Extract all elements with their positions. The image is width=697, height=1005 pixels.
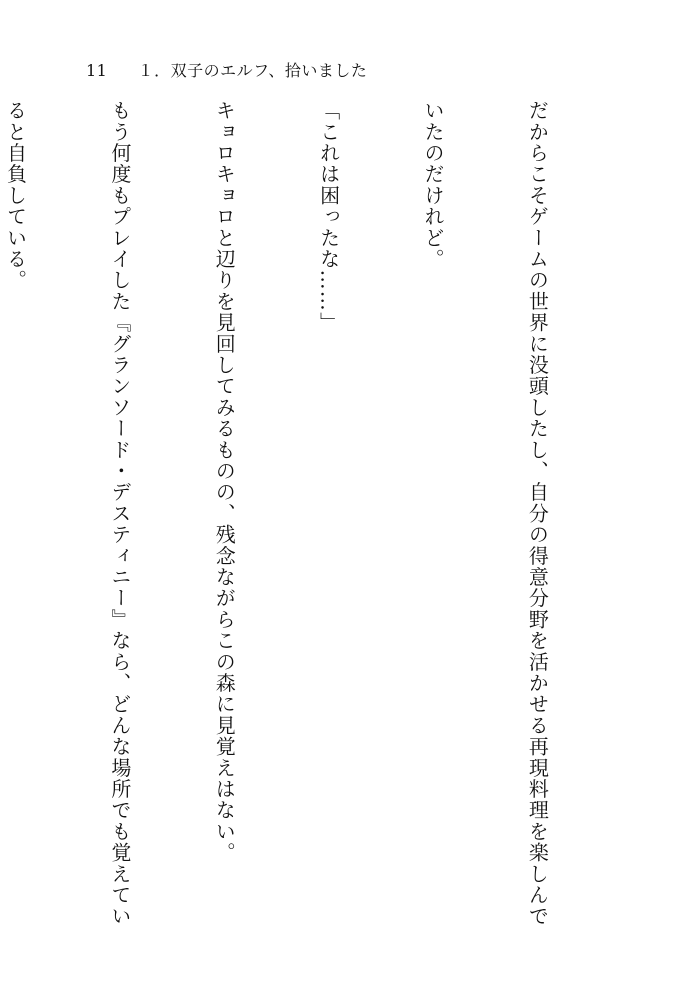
text-line: ると自負している。 (3, 100, 28, 291)
text-line: だからこそゲームの世界に没頭したし、自分の得意分野を活かせる再現料理を楽しんで (525, 100, 550, 927)
text-line: 「これは困ったな……」 (316, 100, 341, 334)
chapter-title: １．双子のエルフ、拾いました (137, 61, 368, 80)
page-header (86, 58, 367, 81)
text-line: もう何度もプレイした『グランソード・デスティニー』なら、どんな場所でも覚えてい (107, 100, 132, 927)
page-number: 11 (86, 61, 108, 80)
vertical-body-text (3, 100, 624, 980)
text-line: いたのだけれど。 (421, 100, 446, 270)
text-line: キョロキョロと辺りを見回してみるものの、残念ながらこの森に見覚えはない。 (212, 100, 237, 864)
